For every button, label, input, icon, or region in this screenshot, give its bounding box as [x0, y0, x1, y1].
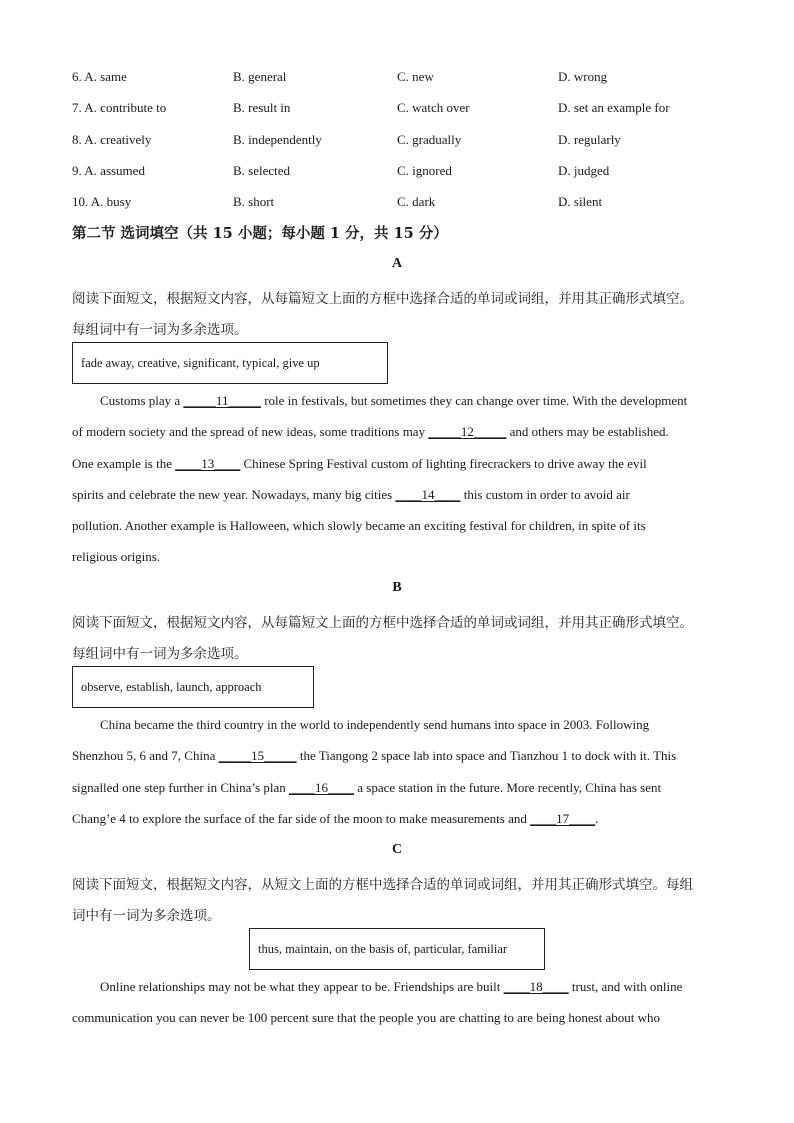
text: role in festivals, but sometimes they can change over time. With the development: [260, 393, 688, 408]
blank-17: ____17____: [530, 811, 596, 826]
part-a-line: [72, 456, 722, 472]
option-a: 9. A. assumed: [72, 163, 145, 178]
option-row-8: [72, 132, 732, 152]
text: Online relationships may not be what they appear to be. Friendships are built: [100, 979, 504, 994]
option-d: D. silent: [558, 194, 603, 209]
text: a space station in the future. More recently, China has sent: [353, 780, 662, 795]
option-row-6: [72, 69, 732, 89]
text: Chang’e 4 to explore the surface of the far side of the moon to make measurements and: [72, 811, 531, 826]
text: this custom in order to avoid air: [460, 487, 630, 502]
option-d: D. set an example for: [558, 100, 670, 115]
option-c: C. new: [397, 69, 434, 84]
option-row-10: [72, 194, 732, 214]
part-a-instruction-cont: 每组词中有一词为多余选项。: [72, 322, 248, 338]
text: One example is the: [72, 456, 176, 471]
part-c-line: [72, 1010, 722, 1026]
blank-15: _____15_____: [218, 748, 297, 763]
text: religious origins.: [72, 549, 161, 564]
part-a-line: [72, 549, 722, 565]
option-d: D. judged: [558, 163, 610, 178]
part-b-line: [72, 811, 722, 827]
blank-14: ____14____: [395, 487, 461, 502]
part-a-line: [72, 487, 722, 503]
text: communication you can never be 100 percent sure that the people you are chatting to are being honest about who: [72, 1010, 661, 1025]
text: and others may be established.: [506, 424, 669, 439]
blank-11: _____11_____: [183, 393, 261, 408]
option-a: 7. A. contribute to: [72, 100, 167, 115]
part-b-line: [72, 780, 722, 796]
option-b: B. result in: [233, 100, 291, 115]
option-b: B. short: [233, 194, 275, 209]
blank-18: ____18____: [503, 979, 569, 994]
part-b-line: [72, 748, 722, 764]
text: signalled one step further in China’s plan: [72, 780, 289, 795]
part-b-line: [72, 717, 722, 733]
text: Shenzhou 5, 6 and 7, China: [72, 748, 219, 763]
option-a: 8. A. creatively: [72, 132, 152, 147]
part-b-instruction: 阅读下面短文，根据短文内容，从每篇短文上面的方框中选择合适的单词或词组，并用其正确形式填空。: [72, 615, 693, 631]
option-a: 6. A. same: [72, 69, 127, 84]
option-c: C. watch over: [397, 100, 470, 115]
part-a-instruction: 阅读下面短文，根据短文内容，从每篇短文上面的方框中选择合适的单词或词组，并用其正确形式填空。: [72, 291, 693, 307]
text: the Tiangong 2 space lab into space and Tianzhou 1 to dock with it. This: [296, 748, 677, 763]
option-b: B. selected: [233, 163, 291, 178]
option-c: C. dark: [397, 194, 436, 209]
part-a-line: [72, 393, 722, 409]
blank-13: ____13____: [175, 456, 241, 471]
option-d: D. regularly: [558, 132, 621, 147]
text: of modern society and the spread of new ideas, some traditions may: [72, 424, 429, 439]
text: Chinese Spring Festival custom of lighting firecrackers to drive away the evil: [240, 456, 647, 471]
part-b-instruction-cont: 每组词中有一词为多余选项。: [72, 646, 248, 662]
section-title: 第二节 选词填空（共 15 小题；每小题 1 分，共 15 分）: [72, 225, 448, 242]
part-a-word-box: fade away, creative, significant, typical, give up: [72, 342, 388, 384]
part-b-word-box: observe, establish, launch, approach: [72, 666, 314, 708]
part-c-instruction: 阅读下面短文，根据短文内容，从短文上面的方框中选择合适的单词或词组，并用其正确形式填空。每组: [72, 877, 693, 893]
option-c: C. gradually: [397, 132, 462, 147]
text: trust, and with online: [568, 979, 683, 994]
option-b: B. general: [233, 69, 287, 84]
part-a-line: [72, 518, 722, 534]
part-a-line: [72, 424, 722, 440]
blank-16: ____16____: [288, 780, 354, 795]
option-d: D. wrong: [558, 69, 608, 84]
text: spirits and celebrate the new year. Nowadays, many big cities: [72, 487, 396, 502]
option-row-9: [72, 163, 732, 183]
text: Customs play a: [100, 393, 184, 408]
blank-12: _____12_____: [428, 424, 507, 439]
part-c-word-box: thus, maintain, on the basis of, particular, familiar: [249, 928, 545, 970]
part-c-instruction-cont: 词中有一词为多余选项。: [72, 908, 221, 924]
part-a-heading: A: [391, 256, 403, 271]
part-b-heading: B: [392, 580, 402, 595]
text: pollution. Another example is Halloween, which slowly became an exciting festival for children, in spite of its: [72, 518, 646, 533]
part-c-heading: C: [391, 842, 403, 857]
option-a: 10. A. busy: [72, 194, 132, 209]
text: China became the third country in the world to independently send humans into space in 2003. Following: [100, 717, 650, 732]
option-row-7: [72, 100, 732, 120]
option-b: B. independently: [233, 132, 322, 147]
part-c-line: [72, 979, 722, 995]
option-c: C. ignored: [397, 163, 452, 178]
text: .: [595, 811, 599, 826]
